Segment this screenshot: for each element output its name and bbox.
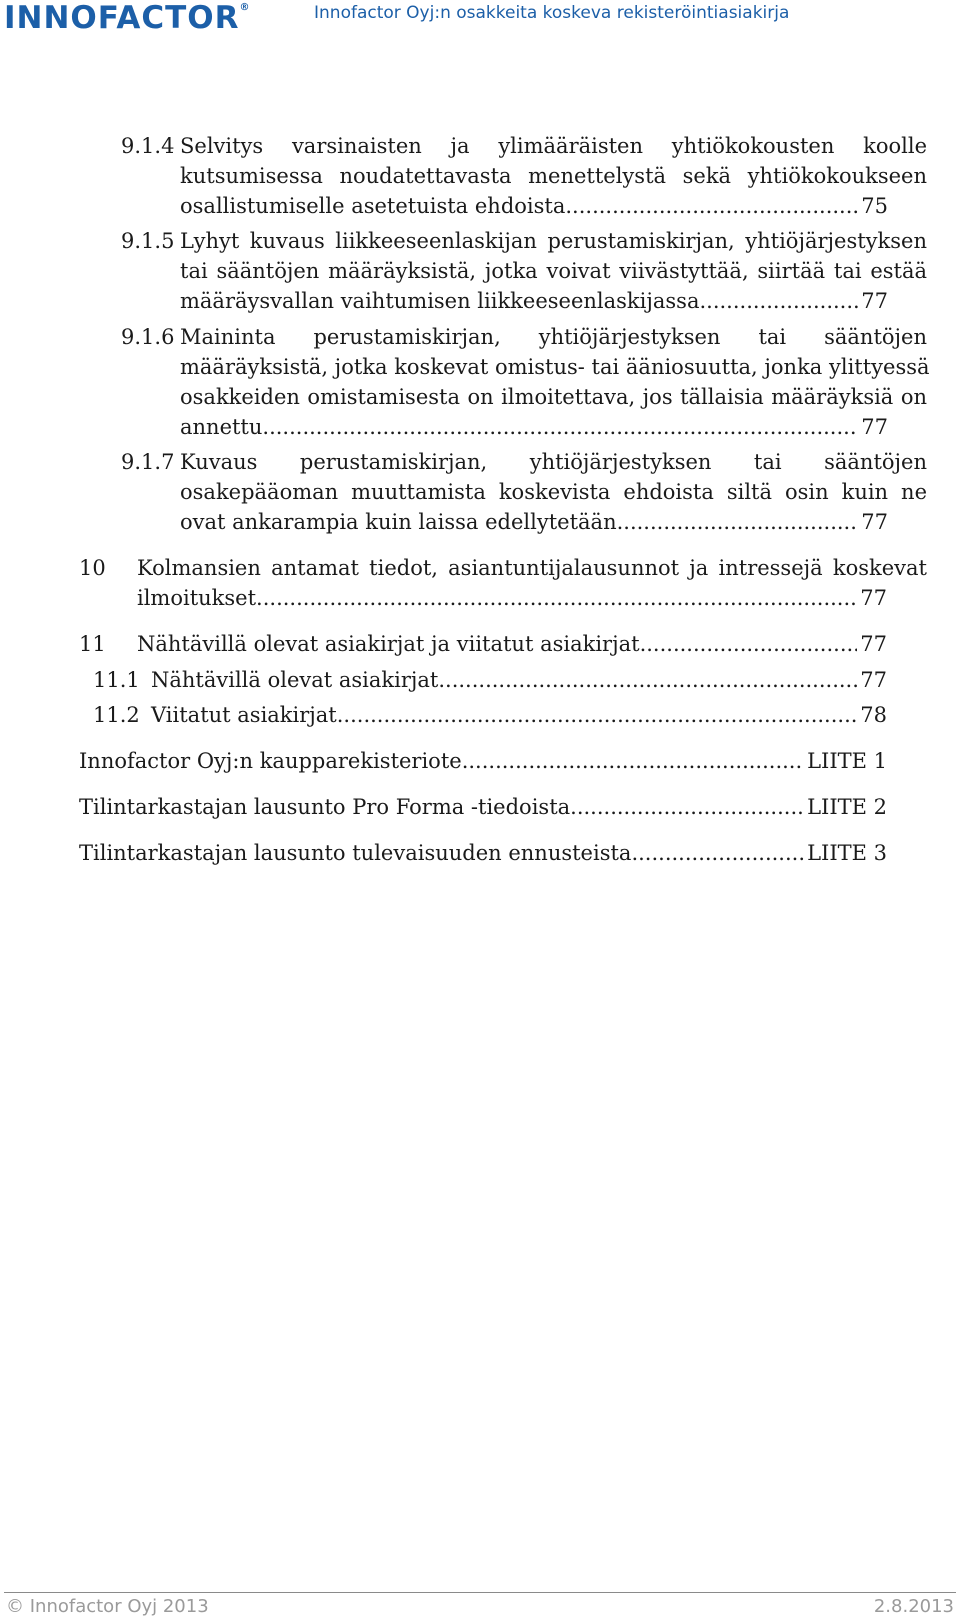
toc-text: Nähtävillä olevat asiakirjat bbox=[151, 668, 439, 692]
dot-leader bbox=[262, 412, 858, 442]
dot-leader bbox=[570, 792, 804, 822]
toc-number: 9.1.5 bbox=[121, 229, 175, 253]
toc-text-line: osallistumiselle asetetuista ehdoista bbox=[180, 194, 566, 218]
toc-text-line: määräysvallan vaihtumisen liikkeeseenlaskijassa bbox=[180, 289, 700, 313]
toc-entry-9-1-4[interactable] bbox=[121, 131, 927, 221]
page-header bbox=[0, 0, 960, 40]
toc-text-line: Selvitys varsinaisten ja ylimääräisten yhtiökokousten koolle bbox=[180, 134, 927, 158]
toc-text-line: tai sääntöjen määräyksistä, jotka voivat viivästyttää, siirtää tai estää bbox=[180, 259, 927, 283]
toc-text-line: Kolmansien antamat tiedot, asiantuntijalausunnot ja intressejä koskevat bbox=[137, 556, 927, 580]
toc-number: 9.1.6 bbox=[121, 325, 175, 349]
toc-page-number: LIITE 3 bbox=[807, 841, 887, 865]
toc-entry-9-1-7[interactable] bbox=[121, 447, 927, 537]
toc-text: Tilintarkastajan lausunto tulevaisuuden ennusteista bbox=[79, 841, 632, 865]
toc-text-line: kutsumisessa noudatettavasta menettelystä sekä yhtiökokoukseen bbox=[180, 164, 927, 188]
dot-leader bbox=[438, 665, 857, 695]
toc-page-number: LIITE 1 bbox=[807, 749, 887, 773]
toc-text-line: Lyhyt kuvaus liikkeeseenlaskijan perustamiskirjan, yhtiöjärjestyksen bbox=[180, 229, 927, 253]
toc-text-line: ovat ankarampia kuin laissa edellytetään bbox=[180, 510, 617, 534]
toc-entry-11[interactable] bbox=[79, 629, 887, 659]
toc-page-number: 75 bbox=[861, 194, 888, 218]
toc-entry-11-1[interactable] bbox=[93, 665, 887, 695]
toc-text: Nähtävillä olevat asiakirjat ja viitatut asiakirjat bbox=[137, 632, 640, 656]
toc-text-line: Maininta perustamiskirjan, yhtiöjärjestyksen tai sääntöjen bbox=[180, 325, 927, 349]
toc-text-line: määräyksistä, jotka koskevat omistus- tai ääniosuutta, jonka ylittyessä bbox=[180, 355, 930, 379]
toc-text: Viitatut asiakirjat bbox=[151, 703, 337, 727]
footer-copyright: © Innofactor Oyj 2013 bbox=[6, 1596, 209, 1617]
dot-leader bbox=[631, 838, 804, 868]
toc-entry-9-1-6[interactable] bbox=[121, 322, 930, 442]
toc-number: 11.1 bbox=[93, 668, 140, 692]
dot-leader bbox=[337, 700, 858, 730]
toc-entry-liite-1[interactable] bbox=[79, 746, 887, 776]
toc-entry-10[interactable] bbox=[79, 553, 927, 613]
registered-mark: ® bbox=[239, 2, 251, 13]
dot-leader bbox=[256, 583, 857, 613]
dot-leader bbox=[565, 191, 858, 221]
toc-text-line: annettu bbox=[180, 415, 263, 439]
toc-entry-9-1-5[interactable] bbox=[121, 226, 927, 316]
toc-page-number: 77 bbox=[861, 510, 888, 534]
dot-leader bbox=[699, 286, 858, 316]
toc-page-number: 78 bbox=[860, 703, 887, 727]
toc-number: 9.1.4 bbox=[121, 134, 175, 158]
toc-page-number: 77 bbox=[861, 415, 888, 439]
toc-entry-liite-3[interactable] bbox=[79, 838, 887, 868]
toc-number: 11.2 bbox=[93, 703, 140, 727]
toc-text-line: ilmoitukset bbox=[137, 586, 257, 610]
document-title: Innofactor Oyj:n osakkeita koskeva rekisteröintiasiakirja bbox=[314, 3, 790, 23]
toc-text-line: osakepääoman muuttamista koskevista ehdoista siltä osin kuin ne bbox=[180, 480, 927, 504]
logo-text: INNOFACTOR bbox=[4, 0, 240, 36]
dot-leader bbox=[640, 629, 858, 659]
dot-leader bbox=[462, 746, 804, 776]
toc-page-number: 77 bbox=[860, 632, 887, 656]
toc-text-line: osakkeiden omistamisesta on ilmoitettava, jos tällaisia määräyksiä on bbox=[180, 385, 927, 409]
toc-number: 9.1.7 bbox=[121, 450, 175, 474]
toc-text: Innofactor Oyj:n kaupparekisteriote bbox=[79, 749, 462, 773]
toc-page-number: 77 bbox=[860, 668, 887, 692]
toc-text-line: Kuvaus perustamiskirjan, yhtiöjärjestyksen tai sääntöjen bbox=[180, 450, 927, 474]
toc-entry-11-2[interactable] bbox=[93, 700, 887, 730]
toc-entry-liite-2[interactable] bbox=[79, 792, 887, 822]
footer-divider bbox=[4, 1592, 956, 1593]
toc-page-number: LIITE 2 bbox=[807, 795, 887, 819]
toc-page-number: 77 bbox=[860, 586, 887, 610]
dot-leader bbox=[617, 507, 859, 537]
footer-date: 2.8.2013 bbox=[873, 1596, 954, 1617]
toc-page-number: 77 bbox=[861, 289, 888, 313]
toc-number: 11 bbox=[79, 632, 106, 656]
toc-number: 10 bbox=[79, 556, 106, 580]
toc-text: Tilintarkastajan lausunto Pro Forma -tiedoista bbox=[79, 795, 571, 819]
innofactor-logo bbox=[4, 0, 251, 36]
